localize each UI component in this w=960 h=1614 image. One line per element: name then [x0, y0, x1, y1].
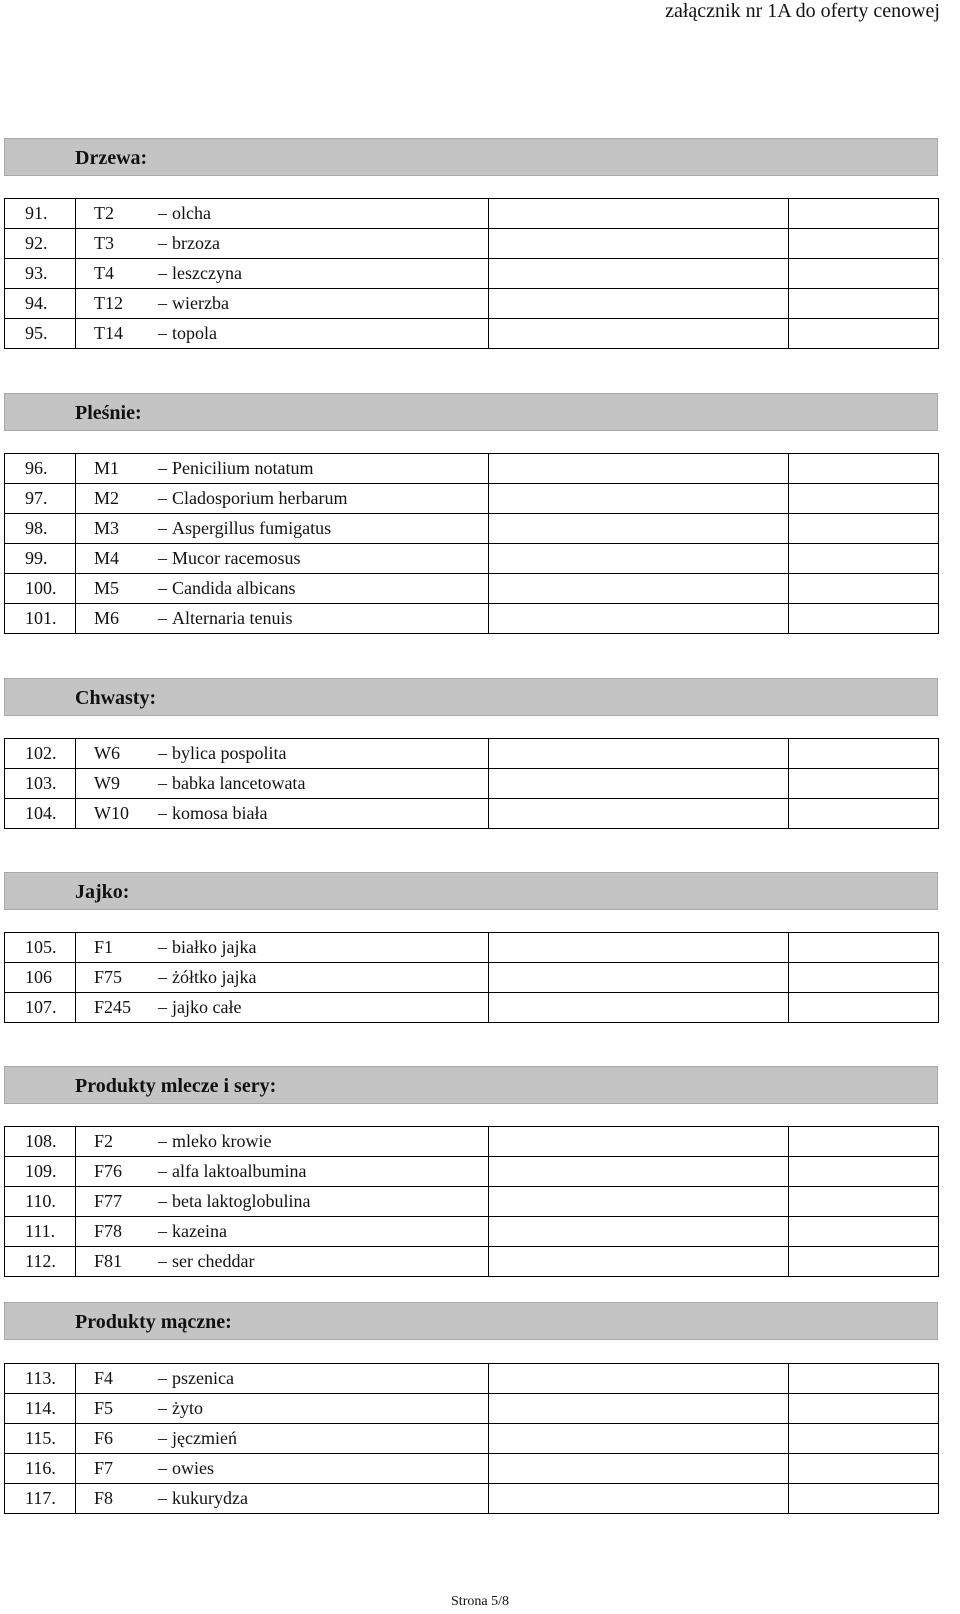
item-name: leszczyna [172, 263, 242, 283]
table-row [5, 769, 939, 799]
empty-cell [489, 1454, 789, 1484]
dash: – [158, 1161, 167, 1181]
empty-cell [489, 1364, 789, 1394]
empty-cell [489, 799, 789, 829]
section-bar-plesnie [4, 393, 938, 431]
item-code: F2 [94, 1131, 114, 1151]
item-code: F81 [94, 1251, 123, 1271]
item-description [76, 574, 489, 604]
empty-cell [789, 1364, 939, 1394]
items-table-produkty-mlecze [4, 1126, 939, 1277]
item-description [76, 739, 489, 769]
item-description [76, 454, 489, 484]
table-row [5, 319, 939, 349]
table-row [5, 1424, 939, 1454]
item-code: F78 [94, 1221, 123, 1241]
item-number: 93. [5, 259, 76, 289]
dash: – [158, 1428, 167, 1448]
table-row [5, 199, 939, 229]
empty-cell [789, 544, 939, 574]
items-table-jajko [4, 932, 939, 1023]
dash: – [158, 323, 167, 343]
dash: – [158, 203, 167, 223]
item-code: T3 [94, 233, 114, 253]
table-row [5, 1394, 939, 1424]
item-name: wierzba [172, 293, 229, 313]
section-title: Drzewa: [75, 147, 148, 169]
item-code: M4 [94, 548, 120, 568]
empty-cell [489, 514, 789, 544]
section-title: Chwasty: [75, 687, 157, 709]
dash: – [158, 488, 167, 508]
item-name: komosa biała [172, 803, 268, 823]
item-code: T4 [94, 263, 114, 283]
table-row [5, 229, 939, 259]
empty-cell [789, 289, 939, 319]
item-description [76, 319, 489, 349]
item-description [76, 199, 489, 229]
empty-cell [789, 259, 939, 289]
empty-cell [489, 604, 789, 634]
table-row [5, 739, 939, 769]
empty-cell [489, 319, 789, 349]
empty-cell [489, 769, 789, 799]
item-code: F77 [94, 1191, 123, 1211]
empty-cell [789, 454, 939, 484]
item-name: pszenica [172, 1368, 234, 1388]
item-number: 94. [5, 289, 76, 319]
dash: – [158, 803, 167, 823]
table-row [5, 1247, 939, 1277]
dash: – [158, 1458, 167, 1478]
item-name: białko jajka [172, 937, 257, 957]
item-description [76, 514, 489, 544]
dash: – [158, 997, 167, 1017]
empty-cell [489, 289, 789, 319]
table-row [5, 574, 939, 604]
empty-cell [789, 604, 939, 634]
empty-cell [789, 993, 939, 1023]
dash: – [158, 1398, 167, 1418]
item-number: 102. [5, 739, 76, 769]
item-number: 98. [5, 514, 76, 544]
item-number: 114. [5, 1394, 76, 1424]
item-number: 107. [5, 993, 76, 1023]
empty-cell [489, 993, 789, 1023]
item-name: ser cheddar [172, 1251, 255, 1271]
attachment-header: załącznik nr 1A do oferty cenowej [665, 0, 940, 22]
empty-cell [789, 1424, 939, 1454]
item-number: 95. [5, 319, 76, 349]
item-description [76, 799, 489, 829]
empty-cell [789, 933, 939, 963]
table-row [5, 289, 939, 319]
item-name: kazeina [172, 1221, 227, 1241]
dash: – [158, 743, 167, 763]
table-row [5, 454, 939, 484]
item-code: F8 [94, 1488, 114, 1508]
table-row [5, 544, 939, 574]
item-number: 116. [5, 1454, 76, 1484]
section-title: Pleśnie: [75, 402, 142, 424]
empty-cell [489, 1157, 789, 1187]
dash: – [158, 1251, 167, 1271]
item-code: T2 [94, 203, 114, 223]
item-code: W10 [94, 803, 129, 823]
empty-cell [489, 574, 789, 604]
empty-cell [789, 1484, 939, 1514]
dash: – [158, 578, 167, 598]
section-title: Produkty mączne: [75, 1311, 232, 1333]
item-code: M2 [94, 488, 120, 508]
items-table-plesnie [4, 453, 939, 634]
item-number: 105. [5, 933, 76, 963]
empty-cell [789, 229, 939, 259]
item-name: kukurydza [172, 1488, 248, 1508]
item-name: babka lancetowata [172, 773, 306, 793]
item-description [76, 259, 489, 289]
item-description [76, 484, 489, 514]
item-number: 100. [5, 574, 76, 604]
empty-cell [789, 199, 939, 229]
item-name: Cladosporium herbarum [172, 488, 348, 508]
item-number: 96. [5, 454, 76, 484]
item-code: M5 [94, 578, 120, 598]
dash: – [158, 1131, 167, 1151]
item-code: F1 [94, 937, 114, 957]
item-name: alfa laktoalbumina [172, 1161, 307, 1181]
table-row [5, 993, 939, 1023]
item-description [76, 544, 489, 574]
section-bar-drzewa [4, 138, 938, 176]
empty-cell [489, 484, 789, 514]
item-description [76, 1484, 489, 1514]
empty-cell [489, 199, 789, 229]
table-row [5, 259, 939, 289]
dash: – [158, 1488, 167, 1508]
empty-cell [789, 484, 939, 514]
empty-cell [489, 1484, 789, 1514]
empty-cell [489, 1127, 789, 1157]
empty-cell [789, 1157, 939, 1187]
item-number: 106 [5, 963, 76, 993]
section-bar-chwasty [4, 678, 938, 716]
dash: – [158, 937, 167, 957]
section-bar-produkty-maczne [4, 1302, 938, 1340]
item-number: 101. [5, 604, 76, 634]
item-description [76, 993, 489, 1023]
item-name: Candida albicans [172, 578, 296, 598]
item-description [76, 1454, 489, 1484]
item-name: olcha [172, 203, 211, 223]
item-description [76, 1127, 489, 1157]
item-name: żółtko jajka [172, 967, 257, 987]
empty-cell [789, 1454, 939, 1484]
empty-cell [489, 739, 789, 769]
item-description [76, 769, 489, 799]
item-name: Penicilium notatum [172, 458, 314, 478]
empty-cell [789, 799, 939, 829]
dash: – [158, 967, 167, 987]
item-number: 109. [5, 1157, 76, 1187]
item-code: T12 [94, 293, 123, 313]
items-table-produkty-maczne [4, 1363, 939, 1514]
empty-cell [489, 1424, 789, 1454]
dash: – [158, 608, 167, 628]
item-description [76, 1217, 489, 1247]
empty-cell [789, 1127, 939, 1157]
empty-cell [789, 319, 939, 349]
item-code: W6 [94, 743, 120, 763]
section-bar-produkty-mlecze [4, 1066, 938, 1104]
item-number: 91. [5, 199, 76, 229]
item-code: F5 [94, 1398, 114, 1418]
item-code: M3 [94, 518, 120, 538]
item-number: 111. [5, 1217, 76, 1247]
item-description [76, 1187, 489, 1217]
item-name: żyto [172, 1398, 203, 1418]
empty-cell [489, 229, 789, 259]
item-code: F245 [94, 997, 132, 1017]
dash: – [158, 1191, 167, 1211]
empty-cell [489, 454, 789, 484]
table-row [5, 514, 939, 544]
dash: – [158, 773, 167, 793]
empty-cell [789, 769, 939, 799]
table-row [5, 1187, 939, 1217]
page-number: Strona 5/8 [451, 1594, 509, 1609]
empty-cell [789, 1217, 939, 1247]
item-description [76, 1247, 489, 1277]
table-row [5, 799, 939, 829]
section-title: Jajko: [75, 881, 130, 903]
empty-cell [489, 1247, 789, 1277]
dash: – [158, 548, 167, 568]
item-name: Aspergillus fumigatus [172, 518, 332, 538]
items-table-drzewa [4, 198, 939, 349]
empty-cell [789, 963, 939, 993]
item-number: 97. [5, 484, 76, 514]
item-name: jajko całe [172, 997, 242, 1017]
item-number: 117. [5, 1484, 76, 1514]
empty-cell [489, 259, 789, 289]
item-name: mleko krowie [172, 1131, 272, 1151]
item-number: 99. [5, 544, 76, 574]
item-code: M1 [94, 458, 120, 478]
item-number: 113. [5, 1364, 76, 1394]
item-description [76, 1424, 489, 1454]
empty-cell [489, 963, 789, 993]
item-name: beta laktoglobulina [172, 1191, 311, 1211]
item-number: 92. [5, 229, 76, 259]
table-row [5, 1127, 939, 1157]
empty-cell [489, 933, 789, 963]
table-row [5, 963, 939, 993]
item-number: 115. [5, 1424, 76, 1454]
dash: – [158, 263, 167, 283]
item-number: 103. [5, 769, 76, 799]
empty-cell [489, 1394, 789, 1424]
empty-cell [489, 1217, 789, 1247]
dash: – [158, 1221, 167, 1241]
item-code: W9 [94, 773, 120, 793]
item-description [76, 963, 489, 993]
empty-cell [789, 1247, 939, 1277]
item-name: Mucor racemosus [172, 548, 301, 568]
dash: – [158, 293, 167, 313]
item-code: F7 [94, 1458, 114, 1478]
item-name: Alternaria tenuis [172, 608, 293, 628]
table-row [5, 1364, 939, 1394]
item-code: T14 [94, 323, 123, 343]
item-code: F76 [94, 1161, 123, 1181]
item-description [76, 229, 489, 259]
item-code: F4 [94, 1368, 114, 1388]
empty-cell [789, 574, 939, 604]
table-row [5, 604, 939, 634]
item-description [76, 933, 489, 963]
table-row [5, 484, 939, 514]
item-name: topola [172, 323, 217, 343]
table-row [5, 933, 939, 963]
item-name: brzoza [172, 233, 220, 253]
dash: – [158, 233, 167, 253]
item-description [76, 1364, 489, 1394]
item-name: jęczmień [172, 1428, 237, 1448]
item-description [76, 1394, 489, 1424]
table-row [5, 1217, 939, 1247]
item-description [76, 604, 489, 634]
empty-cell [789, 514, 939, 544]
section-bar-jajko [4, 872, 938, 910]
item-number: 112. [5, 1247, 76, 1277]
item-code: F6 [94, 1428, 114, 1448]
dash: – [158, 458, 167, 478]
section-title: Produkty mlecze i sery: [75, 1075, 277, 1097]
item-number: 104. [5, 799, 76, 829]
table-row [5, 1157, 939, 1187]
table-row [5, 1484, 939, 1514]
empty-cell [789, 739, 939, 769]
dash: – [158, 1368, 167, 1388]
empty-cell [489, 544, 789, 574]
item-name: owies [172, 1458, 214, 1478]
item-description [76, 289, 489, 319]
item-number: 108. [5, 1127, 76, 1157]
table-row [5, 1454, 939, 1484]
empty-cell [789, 1187, 939, 1217]
item-name: bylica pospolita [172, 743, 287, 763]
dash: – [158, 518, 167, 538]
empty-cell [789, 1394, 939, 1424]
items-table-chwasty [4, 738, 939, 829]
empty-cell [489, 1187, 789, 1217]
item-code: F75 [94, 967, 123, 987]
item-description [76, 1157, 489, 1187]
item-code: M6 [94, 608, 120, 628]
item-number: 110. [5, 1187, 76, 1217]
